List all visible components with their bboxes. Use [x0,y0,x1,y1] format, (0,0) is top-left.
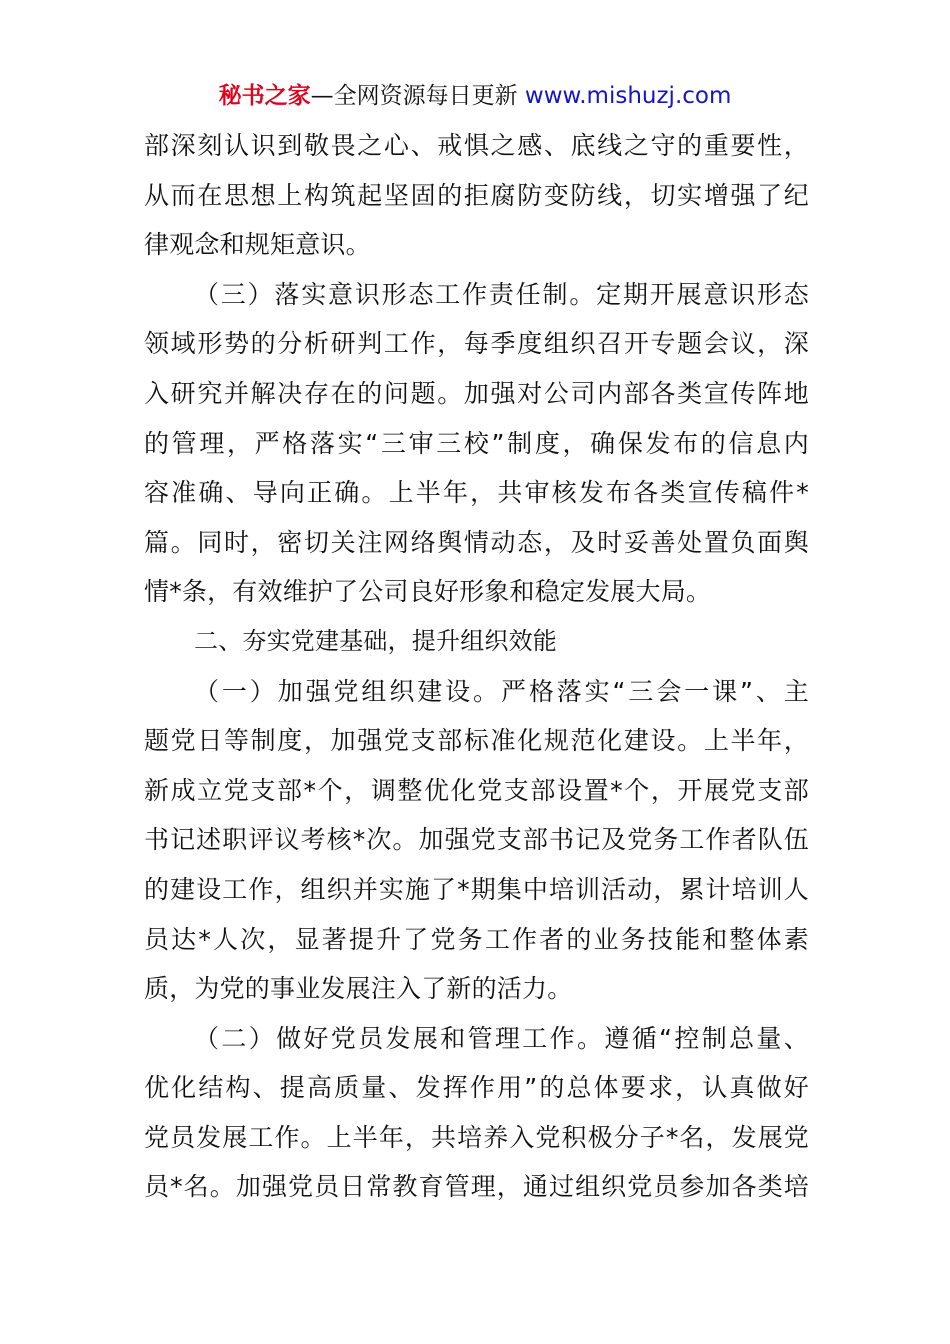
paragraph-start-line: （二）做好党员发展和管理工作。遵循“控制总量、 [194,1023,809,1053]
section-heading: 二、夯实党建基础，提升组织效能 [194,626,557,655]
site-url-link[interactable]: www.mishuzj.com [524,83,732,109]
document-body [144,121,809,1212]
text-line: 篇。同时，密切关注网络舆情动态，及时妥善处置负面舆 [144,527,809,557]
text-line: 领域形势的分析研判工作，每季度组织召开专题会议，深 [144,329,809,359]
text-line: 情*条，有效维护了公司良好形象和稳定发展大局。 [144,577,712,607]
text-line: 题党日等制度，加强党支部标准化规范化建设。上半年， [144,726,809,756]
text-line: 质，为党的事业发展注入了新的活力。 [144,974,573,1004]
text-line: 的管理，严格落实“三审三校”制度，确保发布的信息内 [144,428,809,458]
text-line: 党员发展工作。上半年，共培养入党积极分子*名，发展党 [144,1122,809,1152]
header-tagline: —全网资源每日更新 [310,83,525,109]
text-line: 部深刻认识到敬畏之心、戒惧之感、底线之守的重要性， [144,131,809,160]
text-line: 的建设工作，组织并实施了*期集中培训活动，累计培训人 [144,874,809,904]
text-line: 员达*人次，显著提升了党务工作者的业务技能和整体素 [144,924,809,954]
text-line: 律观念和规矩意识。 [144,230,371,260]
text-line: 入研究并解决存在的问题。加强对公司内部各类宣传阵地 [144,378,809,408]
brand-name: 秘书之家 [218,83,311,109]
paragraph-start-line: （一）加强党组织建设。严格落实“三会一课”、主 [194,676,809,706]
text-line: 优化结构、提高质量、发挥作用”的总体要求，认真做好 [144,1073,809,1103]
text-line: 从而在思想上构筑起坚固的拒腐防变防线，切实增强了纪 [144,180,809,210]
text-line: 员*名。加强党员日常教育管理，通过组织党员参加各类培 [144,1172,809,1202]
site-header [0,80,950,112]
text-line: 容准确、导向正确。上半年，共审核发布各类宣传稿件* [144,478,809,508]
text-line: 书记述职评议考核*次。加强党支部书记及党务工作者队伍 [144,825,809,855]
paragraph-start-line: （三）落实意识形态工作责任制。定期开展意识形态 [194,279,809,309]
text-line: 新成立党支部*个，调整优化党支部设置*个，开展党支部 [144,775,809,805]
